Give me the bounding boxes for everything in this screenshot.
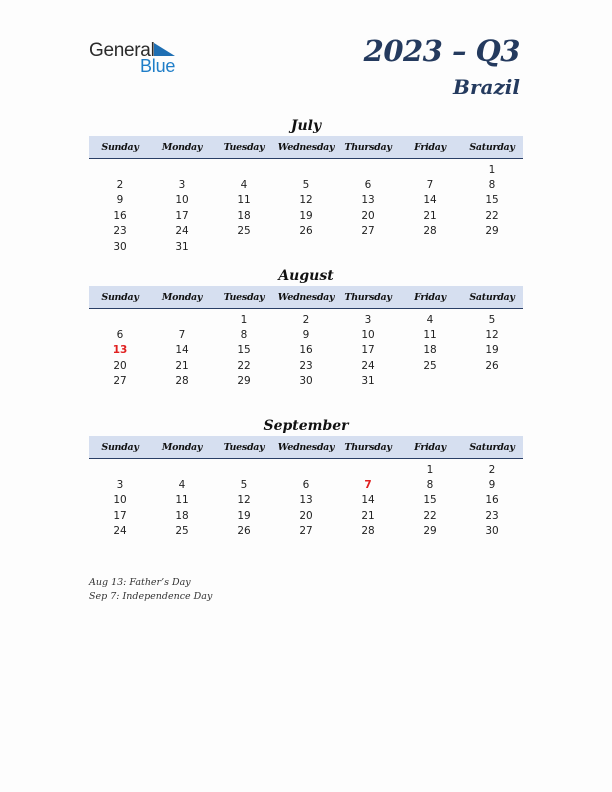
day-cell: 14 (423, 194, 437, 207)
day-cell: 14 (175, 344, 189, 357)
day-cell: 23 (113, 225, 127, 238)
weekday-label: Thursday (344, 291, 392, 303)
week-row (89, 312, 523, 327)
week-row (89, 374, 523, 389)
day-cell: 27 (113, 375, 127, 388)
weekday-label: Wednesday (277, 141, 335, 153)
month-calendar (89, 417, 523, 539)
day-cell: 3 (116, 479, 124, 492)
day-cell: 3 (364, 313, 372, 326)
weekday-label: Sunday (101, 441, 139, 453)
day-cell: 10 (361, 329, 375, 342)
day-cell: 8 (426, 479, 434, 492)
day-cell: 30 (299, 375, 313, 388)
day-cell: 9 (488, 479, 496, 492)
day-cell: 28 (175, 375, 189, 388)
day-cell: 18 (175, 509, 189, 522)
day-cell: 21 (423, 209, 437, 222)
day-cell: 17 (175, 209, 189, 222)
month-title: August (278, 268, 334, 284)
weekday-label: Thursday (344, 441, 392, 453)
day-cell: 9 (116, 194, 124, 207)
week-row (89, 162, 523, 177)
day-cell: 5 (240, 479, 248, 492)
page-title: 2023 – Q3 (363, 34, 520, 68)
day-cell: 27 (361, 225, 375, 238)
day-cell: 3 (178, 179, 186, 192)
weekday-label: Tuesday (223, 441, 265, 453)
week-row (89, 208, 523, 223)
day-cell: 17 (113, 509, 127, 522)
day-cell: 1 (488, 163, 496, 176)
day-cell: 20 (299, 509, 313, 522)
day-cell: 28 (361, 525, 375, 538)
day-cell: 25 (237, 225, 251, 238)
week-row (89, 493, 523, 508)
day-cell: 17 (361, 344, 375, 357)
month-calendar (89, 117, 523, 254)
day-cell: 5 (488, 313, 496, 326)
day-cell: 18 (237, 209, 251, 222)
day-cell: 31 (361, 375, 375, 388)
day-cell: 15 (485, 194, 499, 207)
week-row (89, 327, 523, 342)
day-cell: 18 (423, 344, 437, 357)
weekday-label: Tuesday (223, 291, 265, 303)
day-cell: 6 (364, 179, 372, 192)
day-cell: 4 (426, 313, 434, 326)
week-row (89, 193, 523, 208)
week-row (89, 177, 523, 192)
week-row (89, 508, 523, 523)
day-cell: 30 (113, 240, 127, 253)
day-cell: 13 (112, 344, 128, 357)
day-cell: 26 (237, 525, 251, 538)
week-row (89, 477, 523, 492)
weekday-label: Thursday (344, 141, 392, 153)
day-cell: 22 (485, 209, 499, 222)
day-cell: 22 (423, 509, 437, 522)
day-cell: 1 (426, 463, 434, 476)
weekday-label: Wednesday (277, 441, 335, 453)
day-cell: 5 (302, 179, 310, 192)
weekday-label: Tuesday (223, 141, 265, 153)
week-rows (89, 309, 523, 389)
day-cell: 10 (175, 194, 189, 207)
day-cell: 28 (423, 225, 437, 238)
month-title: July (290, 118, 322, 134)
week-rows (89, 159, 523, 254)
day-cell: 2 (488, 463, 496, 476)
week-row (89, 462, 523, 477)
day-cell: 22 (237, 359, 251, 372)
day-cell: 11 (175, 494, 189, 507)
day-cell: 11 (423, 329, 437, 342)
day-cell: 6 (116, 329, 124, 342)
day-cell: 7 (364, 479, 372, 492)
day-cell: 15 (237, 344, 251, 357)
weekday-label: Monday (161, 291, 203, 303)
day-cell: 7 (178, 329, 186, 342)
week-rows (89, 459, 523, 539)
day-cell: 11 (237, 194, 251, 207)
day-cell: 13 (299, 494, 313, 507)
day-cell: 12 (299, 194, 313, 207)
day-cell: 10 (113, 494, 127, 507)
day-cell: 14 (361, 494, 375, 507)
day-cell: 24 (175, 225, 189, 238)
day-cell: 23 (299, 359, 313, 372)
logo (89, 40, 189, 76)
day-cell: 6 (302, 479, 310, 492)
weekday-label: Wednesday (277, 291, 335, 303)
day-cell: 8 (240, 329, 248, 342)
holiday-note: Aug 13: Father’s Day (89, 577, 191, 588)
day-cell: 4 (240, 179, 248, 192)
month-calendar (89, 267, 523, 389)
day-cell: 27 (299, 525, 313, 538)
weekday-header (89, 286, 523, 309)
day-cell: 2 (302, 313, 310, 326)
day-cell: 26 (299, 225, 313, 238)
weekday-header (89, 436, 523, 459)
day-cell: 16 (113, 209, 127, 222)
week-row (89, 224, 523, 239)
day-cell: 7 (426, 179, 434, 192)
day-cell: 21 (175, 359, 189, 372)
day-cell: 12 (485, 329, 499, 342)
week-row (89, 524, 523, 539)
month-title: September (263, 418, 349, 434)
day-cell: 1 (240, 313, 248, 326)
day-cell: 12 (237, 494, 251, 507)
day-cell: 9 (302, 329, 310, 342)
day-cell: 25 (423, 359, 437, 372)
day-cell: 4 (178, 479, 186, 492)
day-cell: 16 (485, 494, 499, 507)
day-cell: 8 (488, 179, 496, 192)
week-row (89, 343, 523, 358)
logo-triangle-icon (154, 43, 175, 56)
day-cell: 20 (113, 359, 127, 372)
day-cell: 19 (485, 344, 499, 357)
day-cell: 25 (175, 525, 189, 538)
day-cell: 24 (361, 359, 375, 372)
week-row (89, 358, 523, 373)
weekday-label: Friday (414, 291, 446, 303)
day-cell: 16 (299, 344, 313, 357)
weekday-label: Sunday (101, 291, 139, 303)
day-cell: 21 (361, 509, 375, 522)
weekday-label: Saturday (469, 291, 515, 303)
day-cell: 19 (237, 509, 251, 522)
week-row (89, 239, 523, 254)
day-cell: 29 (423, 525, 437, 538)
weekday-label: Saturday (469, 141, 515, 153)
day-cell: 13 (361, 194, 375, 207)
weekday-label: Sunday (101, 141, 139, 153)
country-name: Brazil (453, 75, 520, 99)
logo-text-general: General (89, 40, 155, 61)
day-cell: 30 (485, 525, 499, 538)
day-cell: 31 (175, 240, 189, 253)
weekday-label: Monday (161, 141, 203, 153)
day-cell: 2 (116, 179, 124, 192)
weekday-label: Friday (414, 441, 446, 453)
day-cell: 23 (485, 509, 499, 522)
day-cell: 15 (423, 494, 437, 507)
day-cell: 29 (485, 225, 499, 238)
day-cell: 29 (237, 375, 251, 388)
weekday-header (89, 136, 523, 159)
day-cell: 19 (299, 209, 313, 222)
holiday-notes (89, 576, 212, 603)
day-cell: 24 (113, 525, 127, 538)
holiday-note: Sep 7: Independence Day (89, 590, 213, 602)
day-cell: 20 (361, 209, 375, 222)
weekday-label: Friday (414, 141, 446, 153)
day-cell: 26 (485, 359, 499, 372)
logo-text-blue: Blue (140, 56, 176, 76)
weekday-label: Saturday (469, 441, 515, 453)
weekday-label: Monday (161, 441, 203, 453)
